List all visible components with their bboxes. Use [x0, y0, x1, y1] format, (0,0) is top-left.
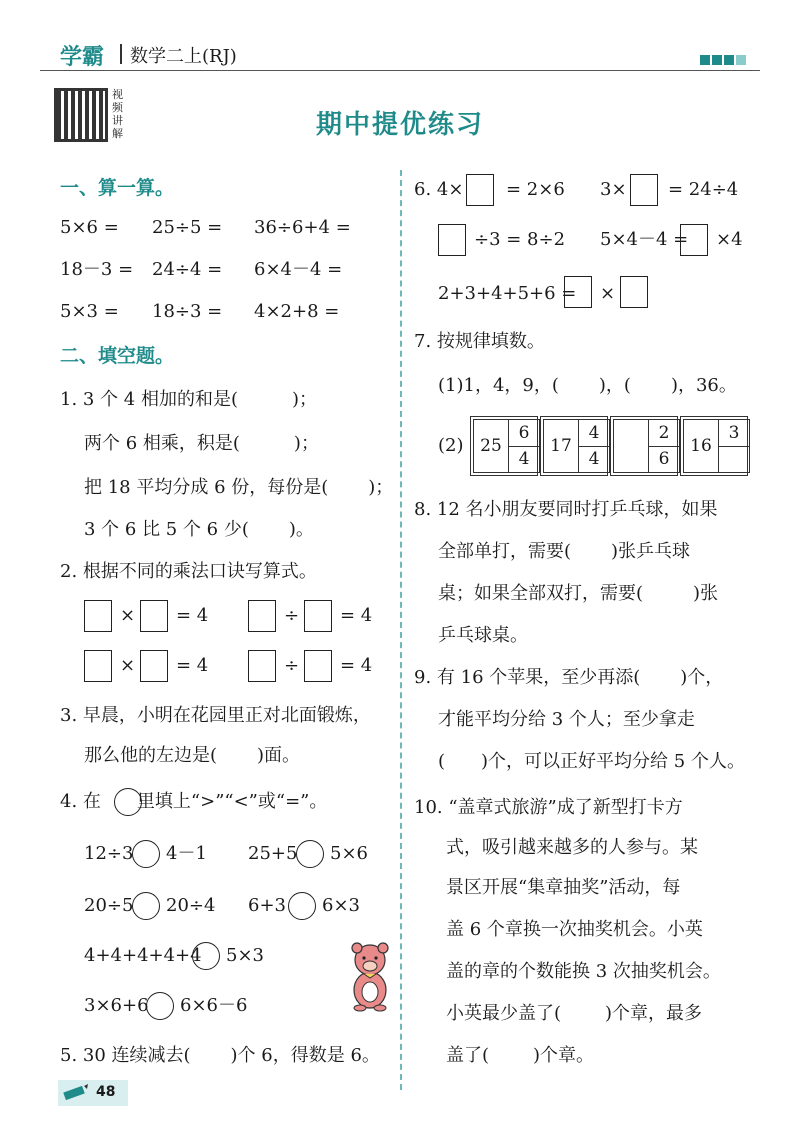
div-sign: ÷	[284, 605, 300, 626]
q8-line4: 乒乓球桌。	[438, 625, 528, 646]
q4-left: 20÷5	[84, 895, 134, 916]
qr-label: 视频讲解	[112, 88, 123, 140]
q8-line3: 桌；如果全部双打，需要( )张	[438, 583, 719, 604]
answer-box[interactable]	[84, 650, 112, 682]
column-divider	[400, 170, 402, 1090]
q1-line3: 把 18 平均分成 6 份，每份是( )；	[84, 477, 394, 498]
answer-box[interactable]	[304, 650, 332, 682]
answer-box[interactable]	[248, 600, 276, 632]
q4-left: 12÷3	[84, 843, 134, 864]
q6-expr: 5×4－4 =	[600, 229, 689, 250]
answer-box[interactable]	[630, 174, 658, 206]
q6-4x: 6. 4×	[414, 179, 464, 200]
q9-line1: 9. 有 16 个苹果，至少再添( )个，	[414, 667, 724, 688]
q4-right: 5×6	[330, 843, 368, 864]
q4-right: 5×3	[226, 945, 264, 966]
calc-item: 36÷6+4 =	[254, 217, 351, 238]
compare-circle[interactable]	[146, 992, 174, 1020]
calc-item: 25÷5 =	[152, 217, 223, 238]
bear-mascot-icon	[346, 940, 394, 1012]
q6-3x: 3×	[600, 179, 627, 200]
div-sign: ÷	[284, 655, 300, 676]
q5-line: 5. 30 连续减去( )个 6，得数是 6。	[60, 1045, 380, 1066]
q1-line1: 1. 3 个 4 相加的和是( )；	[60, 389, 318, 410]
equals-4: = 4	[340, 605, 373, 626]
calc-item: 24÷4 =	[152, 259, 223, 280]
times-sign: ×	[600, 283, 616, 304]
q10-line5: 盖的章的个数能换 3 次抽奖机会。	[446, 961, 721, 982]
compare-circle[interactable]	[132, 840, 160, 868]
pattern-grid: 25 6 4	[470, 416, 538, 476]
q6-sum: 2+3+4+5+6 =	[438, 283, 577, 304]
times-sign: ×	[120, 655, 136, 676]
q4-right: 6×6－6	[180, 995, 248, 1016]
header-separator	[120, 44, 122, 64]
q4-left: 4+4+4+4+4	[84, 945, 202, 966]
answer-box[interactable]	[620, 276, 648, 308]
q7-part1: (1)1，4，9，( )，( )，36。	[438, 375, 737, 396]
brand-logo: 学霸	[60, 45, 105, 70]
answer-box[interactable]	[438, 224, 466, 256]
header-bar	[40, 36, 760, 71]
q4-left: 25+5	[248, 843, 298, 864]
q10-line3: 景区开展“集章抽奖”活动，每	[446, 877, 681, 898]
compare-circle[interactable]	[114, 788, 142, 816]
answer-box[interactable]	[84, 600, 112, 632]
q6-div: ÷3 = 8÷2	[474, 229, 566, 250]
q10-line1: 10. “盖章式旅游”成了新型打卡方	[414, 797, 683, 818]
q9-line3: ( )个，可以正好平均分给 5 个人。	[438, 751, 745, 772]
section-2-heading: 二、填空题。	[60, 345, 175, 367]
q1-line4: 3 个 6 比 5 个 6 少( )。	[84, 519, 314, 540]
equals-4: = 4	[340, 655, 373, 676]
q7-part2-label: (2)	[438, 435, 464, 456]
pattern-grid: 17 4 4	[540, 416, 608, 476]
q8-line2: 全部单打，需要( )张乒乓球	[438, 541, 691, 562]
header-deco-squares	[700, 50, 746, 69]
pattern-grid[interactable]: 16 3	[680, 416, 748, 476]
q4-right: 6×3	[322, 895, 360, 916]
equals-4: = 4	[176, 655, 209, 676]
answer-box[interactable]	[248, 650, 276, 682]
compare-circle[interactable]	[192, 942, 220, 970]
calc-item: 5×3 =	[60, 301, 119, 322]
compare-circle[interactable]	[132, 892, 160, 920]
q7-text: 7. 按规律填数。	[414, 331, 545, 352]
q4-right: 4－1	[166, 843, 207, 864]
times-sign: ×	[120, 605, 136, 626]
answer-box[interactable]	[304, 600, 332, 632]
pattern-grid[interactable]: 2 6	[610, 416, 678, 476]
pencil-icon	[62, 1083, 88, 1103]
q2-text: 2. 根据不同的乘法口诀写算式。	[60, 561, 317, 582]
q6-eq1: = 2×6	[506, 179, 565, 200]
calc-item: 6×4－4 =	[254, 259, 343, 280]
q3-line1: 3. 早晨，小明在花园里正对北面锻炼，	[60, 705, 371, 726]
q4-line1: 4. 在 里填上“>”“<”或“=”。	[60, 791, 328, 812]
q10-line4: 盖 6 个章换一次抽奖机会。小英	[446, 919, 703, 940]
calc-item: 18－3 =	[60, 259, 134, 280]
calc-item: 18÷3 =	[152, 301, 223, 322]
section-1-heading: 一、算一算。	[60, 177, 175, 199]
q1-line2: 两个 6 相乘，积是( )；	[84, 433, 319, 454]
page-number: 48	[96, 1084, 116, 1100]
q10-line7: 盖了( )个章。	[446, 1045, 595, 1066]
answer-box[interactable]	[680, 224, 708, 256]
q4-left: 6+3	[248, 895, 286, 916]
page-title: 期中提优练习	[315, 110, 484, 140]
calc-item: 4×2+8 =	[254, 301, 340, 322]
equals-4: = 4	[176, 605, 209, 626]
header-subject: 数学二上(RJ)	[130, 46, 237, 67]
footer-page-tab	[58, 1080, 128, 1106]
answer-box[interactable]	[466, 174, 494, 206]
q8-line1: 8. 12 名小朋友要同时打乒乓球，如果	[414, 499, 718, 520]
q10-line6: 小英最少盖了( )个章，最多	[446, 1003, 703, 1024]
answer-box[interactable]	[564, 276, 592, 308]
q6-x4: ×4	[716, 229, 743, 250]
q10-line2: 式，吸引越来越多的人参与。某	[446, 837, 698, 858]
q6-eq2: = 24÷4	[668, 179, 739, 200]
q4-left: 3×6+6	[84, 995, 149, 1016]
calc-item: 5×6 =	[60, 217, 119, 238]
q3-line2: 那么他的左边是( )面。	[84, 745, 301, 766]
answer-box[interactable]	[140, 600, 168, 632]
q4-right: 20÷4	[166, 895, 216, 916]
answer-box[interactable]	[140, 650, 168, 682]
compare-circle[interactable]	[296, 840, 324, 868]
compare-circle[interactable]	[288, 892, 316, 920]
q9-line2: 才能平均分给 3 个人；至少拿走	[438, 709, 695, 730]
